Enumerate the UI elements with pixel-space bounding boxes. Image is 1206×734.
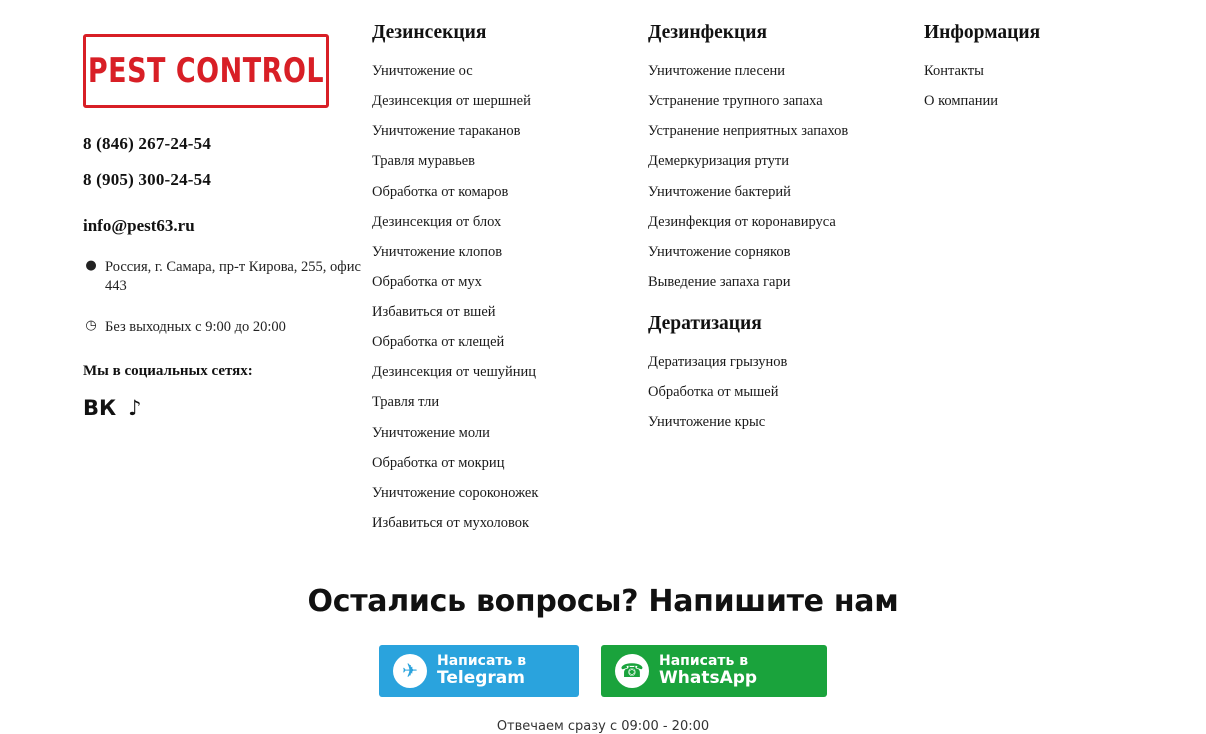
logo-text: PEST CONTROL	[87, 51, 325, 91]
link-item[interactable]: Уничтожение тараканов	[372, 123, 521, 140]
hours-text: Без выходных с 9:00 до 20:00	[105, 318, 286, 335]
link-item[interactable]: Уничтожение сороконожек	[372, 484, 539, 501]
column-heading-disinfection: Дезинфекция	[648, 22, 768, 43]
link-item[interactable]: Уничтожение ос	[372, 63, 473, 79]
phone-primary[interactable]: 8 (846) 267-24-54	[83, 134, 212, 153]
link-item[interactable]: Уничтожение сорняков	[648, 243, 791, 260]
social-icons	[83, 395, 372, 420]
link-item[interactable]: Дезинсекция от чешуйниц	[372, 364, 537, 381]
vk-icon[interactable]: ВК	[83, 395, 117, 420]
cta-title: Остались вопросы? Напишите нам	[307, 584, 899, 619]
column-heading-deratization: Дератизация	[648, 313, 762, 334]
whatsapp-button[interactable]	[601, 645, 827, 697]
telegram-icon: ✈	[393, 654, 427, 688]
location-pin-icon: ●	[85, 258, 97, 273]
footer-column-information	[924, 22, 1206, 544]
cta-buttons	[0, 645, 1206, 697]
link-item[interactable]: Устранение неприятных запахов	[648, 123, 849, 140]
link-item[interactable]: Дезинсекция от шершней	[372, 93, 531, 110]
whatsapp-label-line1: Написать в	[659, 652, 749, 669]
link-item[interactable]: Устранение трупного запаха	[648, 93, 823, 110]
hours-row	[83, 318, 372, 337]
whatsapp-button-label	[659, 654, 757, 688]
telegram-button[interactable]	[379, 645, 579, 697]
cta-note: Отвечаем сразу с 09:00 - 20:00	[496, 719, 710, 734]
link-item[interactable]: Уничтожение крыс	[648, 414, 766, 431]
email-link[interactable]: info@pest63.ru	[83, 216, 195, 235]
whatsapp-label-line2: WhatsApp	[659, 668, 758, 689]
link-item[interactable]: Обработка от мокриц	[372, 454, 505, 471]
link-item[interactable]: Избавиться от мухоловок	[372, 514, 530, 531]
link-item[interactable]: Обработка от мух	[372, 273, 482, 290]
link-item[interactable]: Обработка от мышей	[648, 384, 779, 401]
link-item[interactable]: О компании	[924, 93, 999, 110]
link-item[interactable]: Избавиться от вшей	[372, 304, 496, 320]
link-item[interactable]: Выведение запаха гари	[648, 273, 791, 290]
link-item[interactable]: Обработка от клещей	[372, 334, 505, 351]
social-title: Мы в социальных сетях:	[83, 362, 253, 379]
footer-column-disinsection	[372, 22, 648, 544]
link-item[interactable]: Уничтожение моли	[372, 424, 490, 441]
column-heading-disinsection: Дезинсекция	[372, 22, 487, 43]
cta-section	[0, 584, 1206, 734]
link-item[interactable]: Дезинсекция от блох	[372, 213, 502, 230]
link-item[interactable]: Травля муравьев	[372, 153, 476, 170]
footer-contacts-column	[0, 22, 372, 544]
link-item[interactable]: Демеркуризация ртути	[648, 153, 789, 170]
link-item[interactable]: Уничтожение плесени	[648, 63, 786, 79]
whatsapp-icon: ☎	[615, 654, 649, 688]
telegram-button-label	[437, 654, 526, 688]
link-item[interactable]: Уничтожение клопов	[372, 243, 503, 260]
phone-secondary[interactable]: 8 (905) 300-24-54	[83, 170, 212, 189]
address-row	[83, 258, 372, 296]
link-item[interactable]: Дератизация грызунов	[648, 354, 788, 370]
link-item[interactable]: Обработка от комаров	[372, 183, 509, 200]
link-item[interactable]: Контакты	[924, 63, 984, 79]
tiktok-icon[interactable]: ♪	[128, 395, 142, 420]
clock-icon: ◷	[85, 317, 97, 333]
column-heading-information: Информация	[924, 22, 1041, 43]
link-item[interactable]: Уничтожение бактерий	[648, 183, 791, 200]
telegram-label-line2: Telegram	[437, 668, 525, 689]
footer-column-disinfection	[648, 22, 924, 544]
link-item[interactable]: Травля тли	[372, 394, 440, 411]
address-text: Россия, г. Самара, пр-т Кирова, 255, офис 443	[105, 259, 361, 294]
link-item[interactable]: Дезинфекция от коронавируса	[648, 213, 836, 230]
telegram-label-line1: Написать в	[437, 652, 527, 669]
company-logo[interactable]	[83, 34, 329, 108]
